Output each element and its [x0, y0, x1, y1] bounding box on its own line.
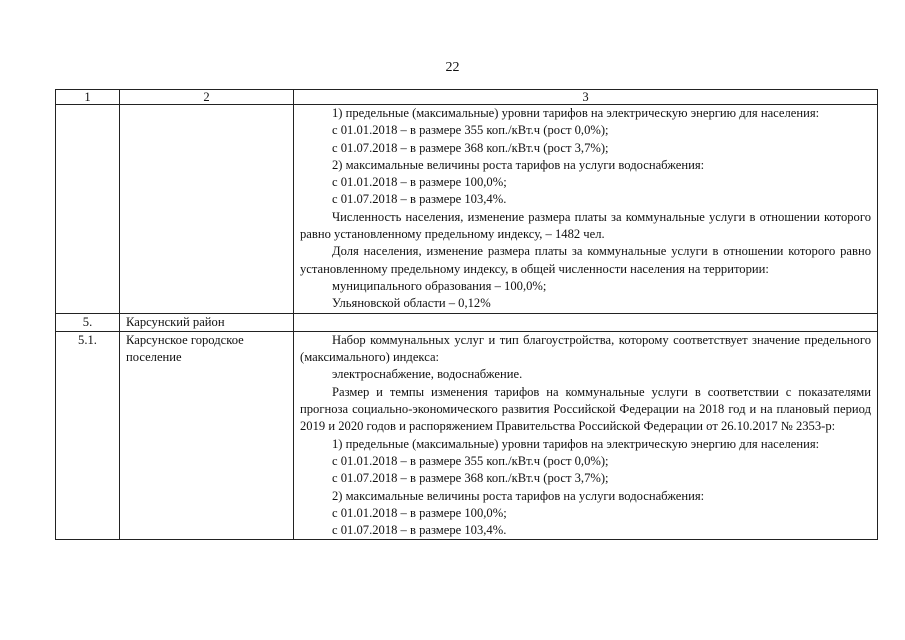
- description-paragraph: Размер и темпы изменения тарифов на коммунальные услуги в соответствии с показателями прогноза социально-экономического развития Российской Федерации на 2018 год и на плановый период 2019 и 2020 годов и распоряжением Правительства Российской Федерации от 26.10.2017 № 2353-р:: [300, 384, 871, 434]
- row-name: Карсунский район: [120, 313, 294, 331]
- description-paragraph: с 01.07.2018 – в размере 368 коп./кВт.ч (рост 3,7%);: [332, 471, 609, 486]
- description-paragraph: 1) предельные (максимальные) уровни тарифов на электрическую энергию для населения:: [332, 436, 820, 451]
- description-paragraph: с 01.01.2018 – в размере 355 коп./кВт.ч (рост 0,0%);: [332, 453, 609, 468]
- table-row-settlement: [56, 331, 878, 540]
- row-number: [56, 105, 120, 314]
- description-paragraph: 1) предельные (максимальные) уровни тарифов на электрическую энергию для населения:: [332, 106, 820, 120]
- row-number: 5.: [56, 313, 120, 331]
- row-description: [294, 313, 878, 331]
- page-number: 22: [445, 60, 460, 75]
- description-paragraph: муниципального образования – 100,0%;: [332, 278, 547, 293]
- description-paragraph: Доля населения, изменение размера платы за коммунальные услуги в отношении которого равно установленному предельному индексу, в общей численности населения на территории:: [300, 244, 871, 276]
- description-paragraph: Набор коммунальных услуг и тип благоустройства, которому соответствует значение предельного (максимального) индекса:: [300, 332, 871, 365]
- description-paragraph: электроснабжение, водоснабжение.: [332, 367, 523, 382]
- table-row-continuation: [56, 105, 878, 314]
- description-paragraph: с 01.07.2018 – в размере 103,4%.: [332, 523, 507, 538]
- row-description: [294, 331, 878, 540]
- table-row-district: [56, 313, 878, 331]
- column-header-1: 1: [56, 90, 120, 105]
- row-description: [294, 105, 878, 314]
- row-name: Карсунское городское поселение: [120, 331, 294, 540]
- description-paragraph: с 01.01.2018 – в размере 355 коп./кВт.ч (рост 0,0%);: [332, 123, 609, 138]
- table-header-row: [56, 90, 878, 105]
- description-paragraph: Численность населения, изменение размера платы за коммунальные услуги в отношении которого равно установленному предельному индексу, – 1482 чел.: [300, 209, 871, 242]
- description-paragraph: с 01.01.2018 – в размере 100,0%;: [332, 505, 507, 520]
- description-paragraph: с 01.07.2018 – в размере 368 коп./кВт.ч (рост 3,7%);: [332, 140, 609, 155]
- description-paragraph: 2) максимальные величины роста тарифов на услуги водоснабжения:: [332, 157, 705, 172]
- description-paragraph: с 01.07.2018 – в размере 103,4%.: [332, 192, 507, 207]
- description-paragraph: с 01.01.2018 – в размере 100,0%;: [332, 175, 507, 190]
- column-header-3: 3: [294, 90, 878, 105]
- row-name: [120, 105, 294, 314]
- description-paragraph: Ульяновской области – 0,12%: [332, 296, 491, 311]
- tariff-table: [55, 89, 878, 540]
- row-number: 5.1.: [56, 331, 120, 540]
- column-header-2: 2: [120, 90, 294, 105]
- description-paragraph: 2) максимальные величины роста тарифов на услуги водоснабжения:: [332, 488, 705, 503]
